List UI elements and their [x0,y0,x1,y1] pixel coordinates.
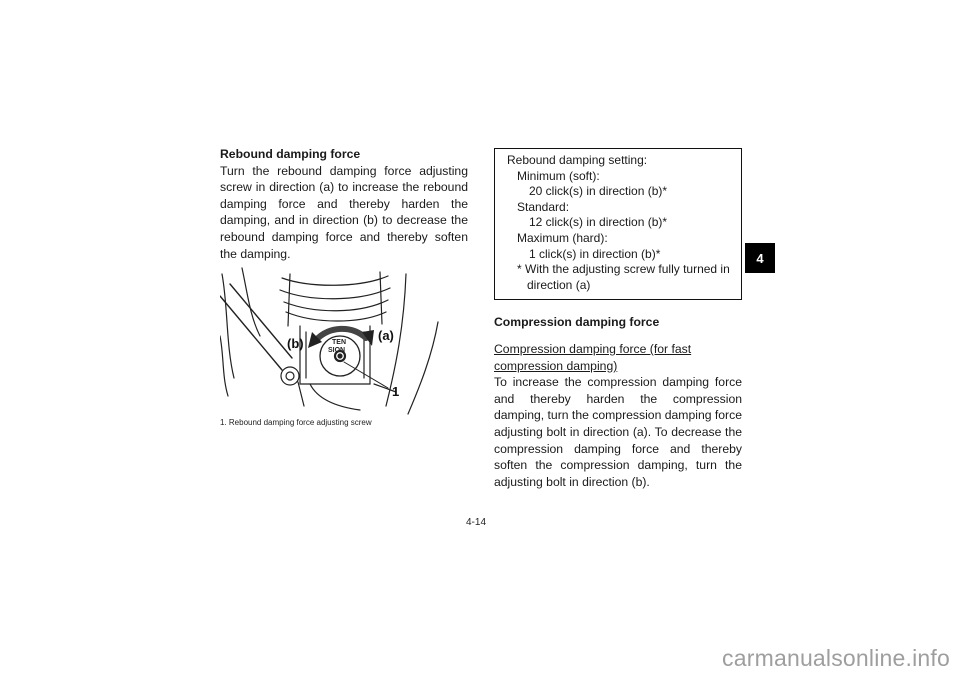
callout-b: (b) [287,336,304,352]
spec-min-value: 20 click(s) in direction (b)* [529,184,668,199]
knob-label-top: TEN [332,339,346,347]
spec-title: Rebound damping setting: [507,153,648,167]
knob-label-bottom: SION [328,347,346,355]
watermark: carmanualsonline.info [722,645,950,671]
compression-body-text: To increase the compression damping force and thereby harden the compression damping, turn the compression damping force adjusting bolt in direction (a). To decrease the compression damping force and thereby soften the compression damping, turn the adjusting bolt in direction (b). [494,375,742,489]
spec-max-label: Maximum (hard): [517,230,608,245]
spec-std-value: 12 click(s) in direction (b)* [529,215,668,230]
section-heading-rebound: Rebound damping force [220,147,361,161]
callout-a: (a) [378,328,394,344]
page-number: 4-14 [466,517,487,528]
compression-subheading: Compression damping force (for fast compression damping) [494,341,692,373]
chapter-tab: 4 [745,243,775,273]
section-heading-compression: Compression damping force [494,315,660,330]
illustration-drawing [220,266,468,416]
spec-std-label: Standard: [517,199,570,214]
rebound-body-text: Turn the rebound damping force adjusting screw in direction (a) to increase the rebound damping force and thereby harden the damping, and in direction (b) to decrease the rebound damping force and thereby soften the damping. [220,163,468,261]
figure-caption: 1. Rebound damping force adjusting screw [220,418,372,428]
right-column [494,148,742,490]
spec-max-value: 1 click(s) in direction (b)* [529,246,661,261]
spec-note: * With the adjusting screw fully turned in direction (a) [517,262,730,292]
left-column [220,146,468,428]
spec-min-label: Minimum (soft): [517,168,600,183]
callout-1: 1 [392,384,400,400]
rebound-spec-box [494,148,742,300]
rebound-adjuster-illustration [220,266,468,416]
